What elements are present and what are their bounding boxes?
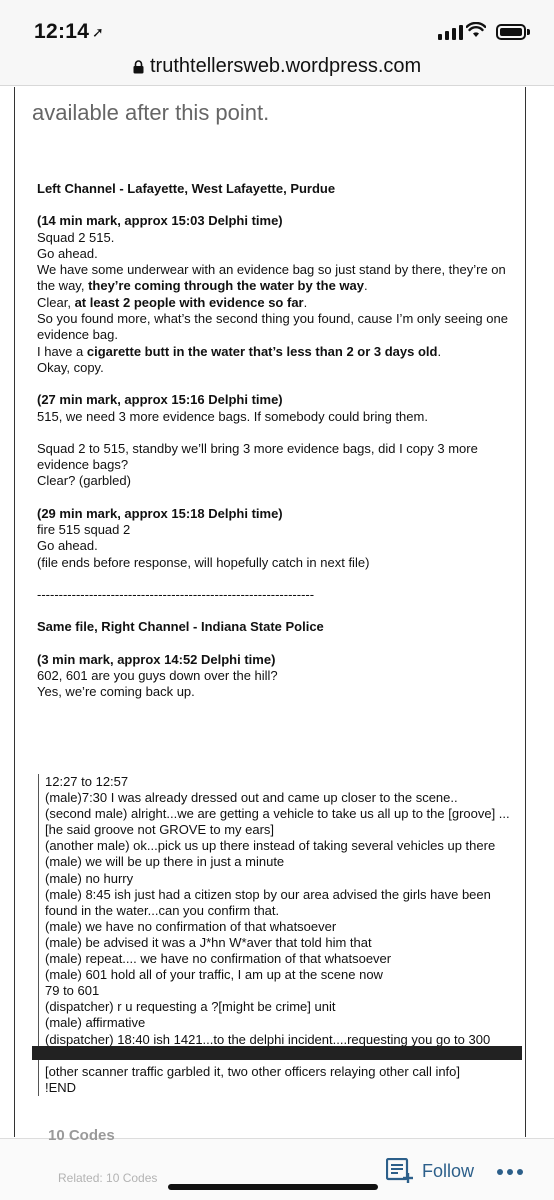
transcript-line: Okay, copy. (37, 359, 104, 375)
transcript-line: (male) affirmative (45, 1015, 146, 1031)
section-mark: (29 min mark, approx 15:18 Delphi time) (37, 505, 283, 521)
related-subtitle: Related: 10 Codes (58, 1171, 158, 1185)
transcript-line: (dispatcher) r u requesting a ?[might be crime] unit (45, 999, 336, 1015)
transcript-line: (another male) ok...pick us up there instead of taking several vehicles up there (45, 838, 496, 854)
address-bar[interactable] (0, 50, 554, 86)
transcript-line: Yes, we’re coming back up. (37, 684, 195, 700)
follow-icon (386, 1158, 414, 1184)
transcript-line: 79 to 601 (45, 983, 100, 999)
transcript-line: (male) 601 hold all of your traffic, I am up at the scene now (45, 967, 383, 983)
channel-heading: Left Channel - Lafayette, West Lafayette, Purdue (37, 181, 336, 196)
transcript-line: Clear, at least 2 people with evidence so far. (37, 294, 308, 310)
transcript-line: (dispatcher) 18:40 ish 1421...to the delphi incident....requesting you go to 300 (45, 1031, 491, 1047)
transcript-line: (male) no hurry (45, 870, 134, 886)
section-mark: (27 min mark, approx 15:16 Delphi time) (37, 392, 283, 408)
section-mark: (14 min mark, approx 15:03 Delphi time) (37, 213, 283, 229)
status-time: 12:14 (34, 20, 90, 43)
transcript-line: 515, we need 3 more evidence bags. If somebody could bring them. (37, 408, 428, 424)
home-indicator (168, 1184, 378, 1190)
battery-cap (527, 29, 530, 35)
transcript-line: Squad 2 515. (37, 229, 115, 245)
separator-line: ---------------------------------------------------------------- (37, 586, 315, 602)
transcript-line: 12:27 to 12:57 (45, 774, 129, 789)
url-text[interactable]: truthtellersweb.wordpress.com (150, 55, 422, 77)
section-mark: (3 min mark, approx 14:52 Delphi time) (37, 651, 276, 667)
transcript-line: Go ahead. (37, 245, 98, 261)
page-content[interactable] (0, 87, 554, 1137)
right-channel-heading: Same file, Right Channel - Indiana State Police (37, 619, 324, 635)
transcript-line: (male) we have no confirmation of that whatsoever (45, 918, 337, 934)
transcript-line: Squad 2 to 515, standby we’ll bring 3 more evidence bags, did I copy 3 more evidence bags? (37, 440, 478, 473)
follow-label: Follow (422, 1160, 475, 1181)
transcript-line: 602, 601 are you guys down over the hill? (37, 667, 278, 683)
section-3min (37, 652, 517, 701)
transcript-line: I have a cigarette butt in the water that’s less than 2 or 3 days old. (37, 343, 442, 359)
transcript-line: (male)7:30 I was already dressed out and came up closer to the scene.. (45, 790, 458, 806)
transcript-line: So you found more, what’s the second thing you found, cause I’m only seeing one evidence bag. (37, 311, 508, 343)
transcript-line: (file ends before response, will hopefully catch in next file) (37, 554, 370, 570)
lead-text: available after this point. (32, 100, 270, 125)
transcript-line: Go ahead. (37, 538, 98, 554)
section-14min (37, 213, 517, 376)
section-29min (37, 506, 517, 571)
article-body (37, 181, 517, 716)
related-posts-strip (32, 1046, 522, 1060)
location-arrow-icon: ➚ (92, 24, 104, 40)
related-title[interactable]: 10 Codes (48, 1127, 115, 1144)
more-icon[interactable] (497, 1169, 523, 1175)
cellular-signal-icon (438, 25, 463, 40)
follow-button[interactable] (386, 1156, 474, 1186)
transcript-line: (male) be advised it was a J*hn W*aver that told him that (45, 934, 372, 950)
transcript-line: (second male) alright...we are getting a vehicle to take us all up to the [groove] ...[he said groove not GROVE to my ears] (45, 806, 510, 838)
transcript-line: [other scanner traffic garbled it, two other officers relaying other call info] (45, 1063, 461, 1079)
transcript-line: fire 515 squad 2 (37, 522, 131, 538)
transcript-line: Clear? (garbled) (37, 473, 131, 489)
transcript-line: (male) 8:45 ish just had a citizen stop by our area advised the girls have been found in the water...can you confirm that. (45, 886, 491, 918)
battery-icon (496, 24, 526, 40)
transcript-line: !END (45, 1079, 77, 1095)
status-bar (0, 0, 554, 50)
transcript-line: We have some underwear with an evidence bag so just stand by there, they’re on the way, they’re coming through the water by the way. (37, 262, 506, 294)
transcript-line: (male) repeat.... we have no confirmation of that whatsoever (45, 951, 392, 967)
wifi-icon (466, 22, 486, 38)
section-27min (37, 392, 517, 489)
transcript-line: (male) we will be up there in just a minute (45, 854, 285, 870)
lock-icon (133, 60, 144, 74)
